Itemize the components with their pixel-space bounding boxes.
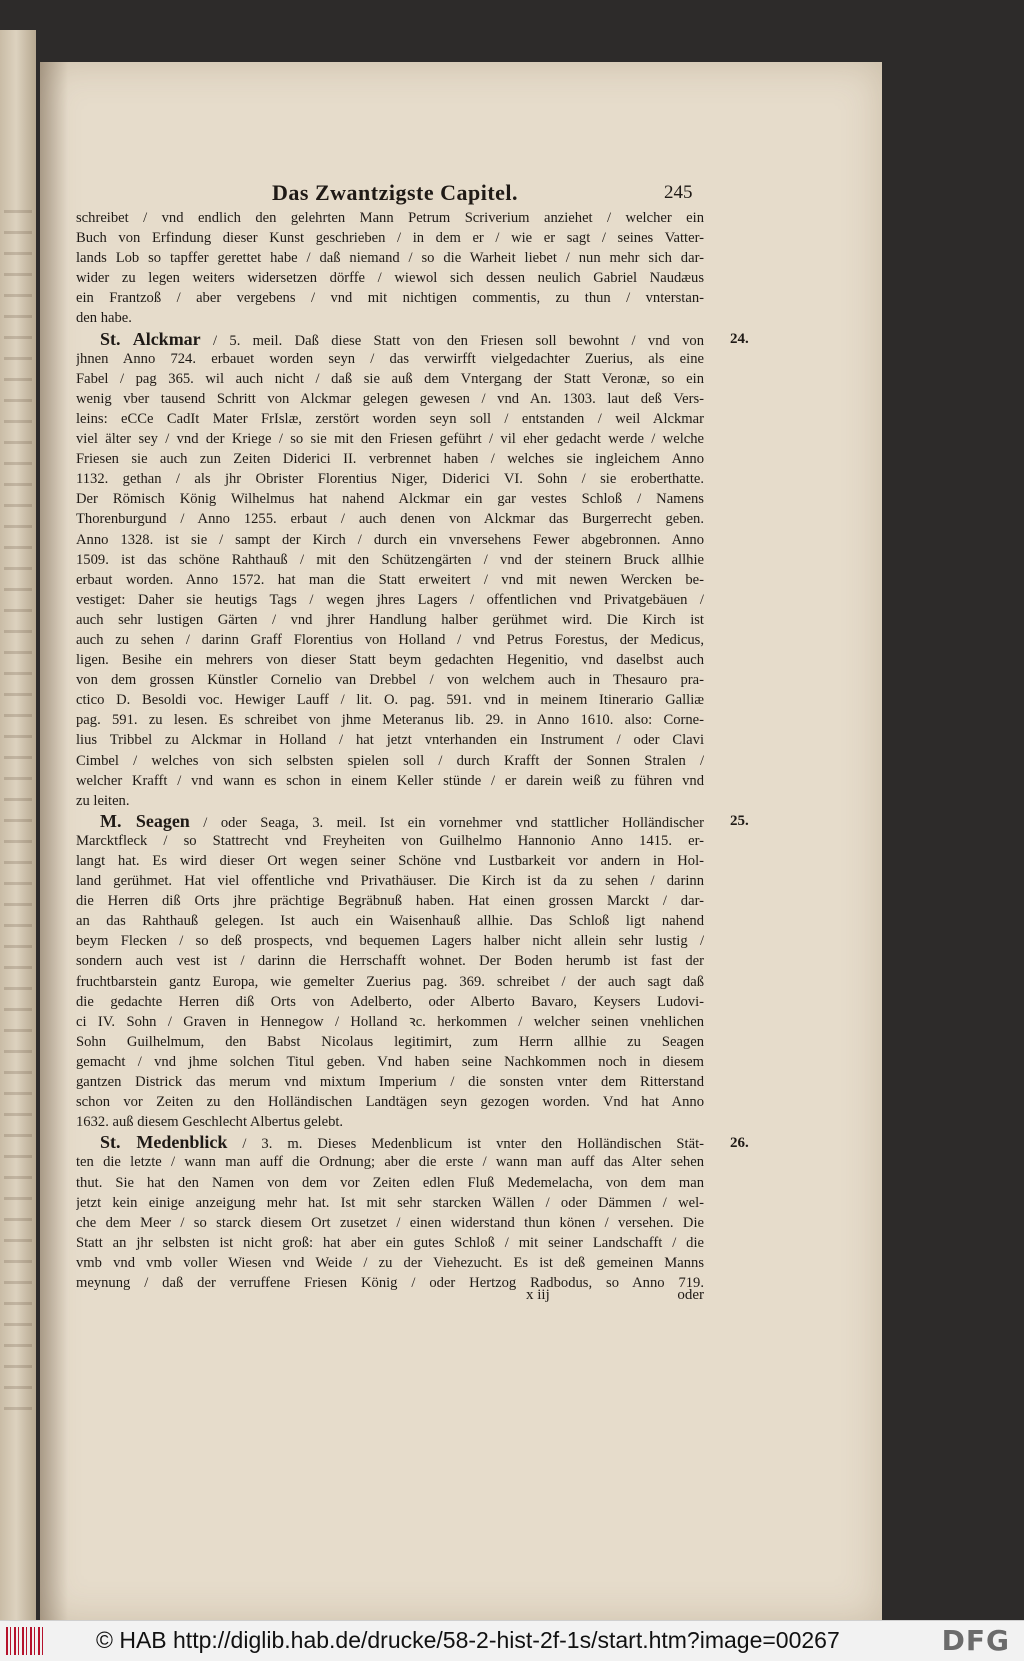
text-line (76, 1012, 704, 1032)
line-text: jetzt kein einige anzeigung mehr hat. Ist mit sehr starcken Wällen / oder Dämmen / wel- (76, 1194, 704, 1211)
text-line (76, 1052, 704, 1072)
margin-number: 24. (730, 330, 749, 347)
entry-heading: M. Seagen (100, 810, 190, 831)
line-text: von dem grossen Künstler Cornelio van Drebbel / von welchem auch in Thesauro pra- (76, 672, 704, 689)
line-text: ci IV. Sohn / Graven in Hennegow / Holland ꝛc. herkommen / welcher seinen vnehlichen (76, 1013, 704, 1030)
text-line (76, 369, 704, 389)
line-text: thut. Sie hat den Namen von dem vor Zeiten edlen Fluß Medemelacha, von dem man (76, 1174, 704, 1191)
margin-number: 25. (730, 813, 749, 829)
page-footer-line (76, 1287, 704, 1309)
line-text: gantzen Districk das merum vnd mixtum Imperium / die sonsten vnter dem Ritterstand (76, 1074, 704, 1091)
viewer-footer (0, 1620, 1024, 1661)
entry-first-line (76, 329, 704, 349)
text-line (76, 831, 704, 851)
signature-mark: x iij (526, 1287, 550, 1303)
text-line (76, 308, 704, 328)
text-line (76, 590, 704, 610)
line-text: beym Flecken / so deß prospects, vnd bequemen Lagers halber nicht allein sehr lustig / (76, 933, 704, 950)
line-text: Der Römisch König Wilhelmus hat nahend Alckmar ein gar vestes Schloß / Namens (76, 491, 704, 508)
page-number: 245 (664, 182, 693, 203)
text-line (76, 1152, 704, 1172)
text-line (76, 771, 704, 791)
text-line (76, 1072, 704, 1092)
text-line (76, 1213, 704, 1233)
text-line (76, 248, 704, 268)
text-line (76, 630, 704, 650)
line-text: lands Lob so tapffer gerettet habe / daß niemand / so die Warheit liebet / nun mehr sich dar- (76, 250, 704, 267)
line-text: gemacht / vnd jhme solchen Titul geben. Vnd haben seine Nachkommen noch in diesem (76, 1053, 704, 1070)
line-text: che dem Meer / so starck diesem Ort zusetzet / einen widerstand thun könen / versehen. Die (76, 1214, 704, 1231)
text-line (76, 992, 704, 1012)
text-line (76, 288, 704, 308)
barcode-icon (6, 1627, 46, 1655)
entry-heading: St. Medenblick (100, 1132, 228, 1153)
text-line (76, 751, 704, 771)
dfg-logo: DFG (941, 1624, 1010, 1657)
text-line (76, 851, 704, 871)
line-text: auch sehr lustigen Gärten / vnd jhrer Handlung halber gerühmet wird. Die Kirch ist (76, 611, 704, 628)
line-text: wenig vber tausend Schritt von Alckmar gelegen gewesen / vnd An. 1303. laut deß Vers- (76, 390, 704, 407)
line-text: Friesen sie auch zun Zeiten Diderici II. verbrennet haben / welches sie ingleichem Anno (76, 451, 704, 468)
text-line (76, 730, 704, 750)
text-line (76, 429, 704, 449)
facing-page-text-edge (4, 210, 32, 1410)
line-text: Sohn Guilhelmum, den Babst Nicolaus legitimirt, zum Herrn allhie zu Seagen (76, 1033, 704, 1050)
line-text: erbaut worden. Anno 1572. hat man die Statt erweitert / vnd mit newen Wercken be- (76, 571, 704, 588)
line-text: viel älter sey / vnd der Kriege / so sie mit den Friesen geführt / vil eher gedacht werde / welche (76, 431, 704, 448)
line-text: Anno 1328. ist sie / sampt der Kirch / durch ein vnversehens Fewer abgebronnen. Anno (76, 531, 704, 548)
line-text: meynung / daß der verruffene Friesen König / oder Hertzog Radbodus, so Anno 719. (76, 1274, 704, 1291)
book-page (40, 62, 882, 1623)
line-text: 1132. gethan / als jhr Obrister Florentius Niger, Diderici VI. Sohn / sie eroberthatte. (76, 471, 704, 488)
text-line (76, 409, 704, 429)
line-text: fruchtbarstein gantz Europa, wie gemelter Zuerius pag. 369. schreibet / der auch sagt daß (76, 973, 704, 990)
line-text: welcher Krafft / vnd wann es schon in einem Keller stünde / er darein weiß zu führen vnd (76, 772, 704, 789)
text-line (76, 911, 704, 931)
text-line (76, 449, 704, 469)
line-text: leins: eCCe CadIt Mater FrIslæ, zerstört worden seyn soll / entstanden / weil Alckmar (76, 410, 704, 427)
line-text: / 3. m. Dieses Medenblicum ist vnter den Holländischen Stät- (227, 1136, 704, 1153)
text-line (76, 530, 704, 550)
line-text: / 5. meil. Daß diese Statt von den Friesen soll bewohnt / vnd von (200, 332, 704, 349)
entry-first-line (76, 811, 704, 831)
text-line (76, 1253, 704, 1273)
line-text: zu leiten. (76, 792, 130, 809)
text-line (76, 1112, 704, 1132)
text-line (76, 1173, 704, 1193)
body-text (76, 208, 704, 1293)
line-text: Statt an jhr selbsten ist nicht groß: hat aber ein gutes Schloß / mit seiner Landschafft / die (76, 1234, 704, 1251)
line-text: Cimbel / welches von sich selbsten spielen soll / durch Krafft der Sonnen Stralen / (76, 752, 704, 769)
margin-number: 26. (730, 1134, 749, 1151)
line-text: sondern auch vest ist / darinn die Herrschafft wohnet. Der Boden herumb ist fast der (76, 953, 704, 970)
entry-heading: St. Alckmar (100, 328, 201, 349)
text-line (76, 650, 704, 670)
line-text: 1509. ist das schöne Rahthauß / mit den Schützengärten / vnd der steinern Bruck allhie (76, 551, 704, 568)
line-text: schreibet / vnd endlich den gelehrten Mann Petrum Scriverium anziehet / welcher ein (76, 210, 704, 226)
line-text: vmb vnd vmb voller Wiesen vnd Weide / zu der Viehezucht. Es ist deß gemeinen Manns (76, 1254, 704, 1271)
text-line (76, 1193, 704, 1213)
text-line (76, 469, 704, 489)
line-text: an das Rahthauß gelegen. Ist auch ein Waisenhauß allhie. Das Schloß ligt nahend (76, 913, 704, 930)
text-line (76, 951, 704, 971)
text-line (76, 489, 704, 509)
text-line (76, 228, 704, 248)
line-text: ligen. Besihe ein mehrers von dieser Statt beym gedachten Hegenitio, vnd daselbst auch (76, 652, 704, 669)
line-text: die gedachte Herren diß Orts von Adelberto, oder Alberto Bavaro, Keysers Ludovi- (76, 993, 704, 1010)
line-text: Thorenburgund / Anno 1255. erbaut / auch denen von Alckmar das Burgerrecht geben. (76, 511, 704, 528)
line-text: ein Frantzoß / aber vergebens / vnd mit nichtigen commentis, zu thun / vnterstan- (76, 290, 704, 307)
line-text: ctico D. Besoldi voc. Hewiger Lauff / lit. O. pag. 591. vnd in meinem Itinerario Galliæ (76, 692, 704, 709)
text-line (76, 710, 704, 730)
line-text: 1632. auß diesem Geschlecht Albertus gelebt. (76, 1114, 344, 1131)
line-text: ten die letzte / wann man auff die Ordnung; aber die erste / wann man auff das Alter sehen (76, 1154, 704, 1171)
line-text: Fabel / pag 365. wil auch nicht / daß sie auß dem Vntergang der Statt Veronæ, so ein (76, 370, 704, 387)
text-line (76, 208, 704, 228)
source-url[interactable]: © HAB http://diglib.hab.de/drucke/58-2-hist-2f-1s/start.htm?image=00267 (96, 1627, 840, 1653)
line-text: lius Tribbel zu Alckmar in Holland / hat jetzt vnterhanden ein Instrument / oder Clavi (76, 732, 704, 749)
facing-page-edge (0, 30, 36, 1640)
text-line (76, 690, 704, 710)
text-line (76, 1233, 704, 1253)
text-line (76, 972, 704, 992)
text-line (76, 891, 704, 911)
running-head (40, 180, 882, 208)
line-text: land gerühmet. Hat viel offentliche vnd Privathäuser. Die Kirch ist da zu sehen / darinn (76, 873, 704, 890)
text-line (76, 389, 704, 409)
line-text: Buch von Erfindung dieser Kunst geschrieben / in dem er / wie er sagt / seines Vatter- (76, 230, 704, 247)
text-line (76, 570, 704, 590)
line-text: langt hat. Es wird dieser Ort wegen seiner Schöne vnd Lustbarkeit vor andern in Hol- (76, 853, 704, 869)
text-line (76, 791, 704, 811)
running-title: Das Zwantzigste Capitel. (272, 180, 519, 205)
line-text: pag. 591. zu lesen. Es schreibet von jhme Meteranus lib. 29. in Anno 1610. also: Corne- (76, 712, 704, 729)
line-text: vestiget: Daher sie heutigs Tags / wegen jhres Lagers / offentlichen vnd Privatgebäuen / (76, 591, 704, 608)
line-text: jhnen Anno 724. erbauet worden seyn / das verwirfft vielgedachter Zuerius, als eine (76, 350, 704, 367)
text-line (76, 349, 704, 369)
text-line (76, 509, 704, 529)
text-line (76, 610, 704, 630)
line-text: wider zu legen weiters widersetzen dörffe / wiewol sich dessen neulich Gabriel Naudæus (76, 270, 704, 287)
text-line (76, 931, 704, 951)
line-text: die Herren diß Orts jhre prächtige Begräbnuß haben. Hat einen grossen Marckt / dar- (76, 893, 704, 910)
text-line (76, 871, 704, 891)
entry-first-line (76, 1132, 704, 1152)
text-line (76, 1092, 704, 1112)
line-text: / oder Seaga, 3. meil. Ist ein vornehmer vnd stattlicher Holländischer (189, 814, 704, 831)
catchword: oder (677, 1287, 704, 1303)
text-line (76, 1032, 704, 1052)
line-text: den habe. (76, 310, 132, 327)
text-line (76, 268, 704, 288)
line-text: Marcktfleck / so Stattrecht vnd Freyheiten von Guilhelmo Hannonio Anno 1415. er- (76, 832, 704, 849)
line-text: schon vor Zeiten zu den Holländischen Landtägen seyn gezogen worden. Vnd hat Anno (76, 1094, 704, 1111)
text-line (76, 670, 704, 690)
text-line (76, 550, 704, 570)
line-text: auch zu sehen / darinn Graff Florentius von Holland / vnd Petrus Forestus, der Medicus, (76, 631, 704, 648)
